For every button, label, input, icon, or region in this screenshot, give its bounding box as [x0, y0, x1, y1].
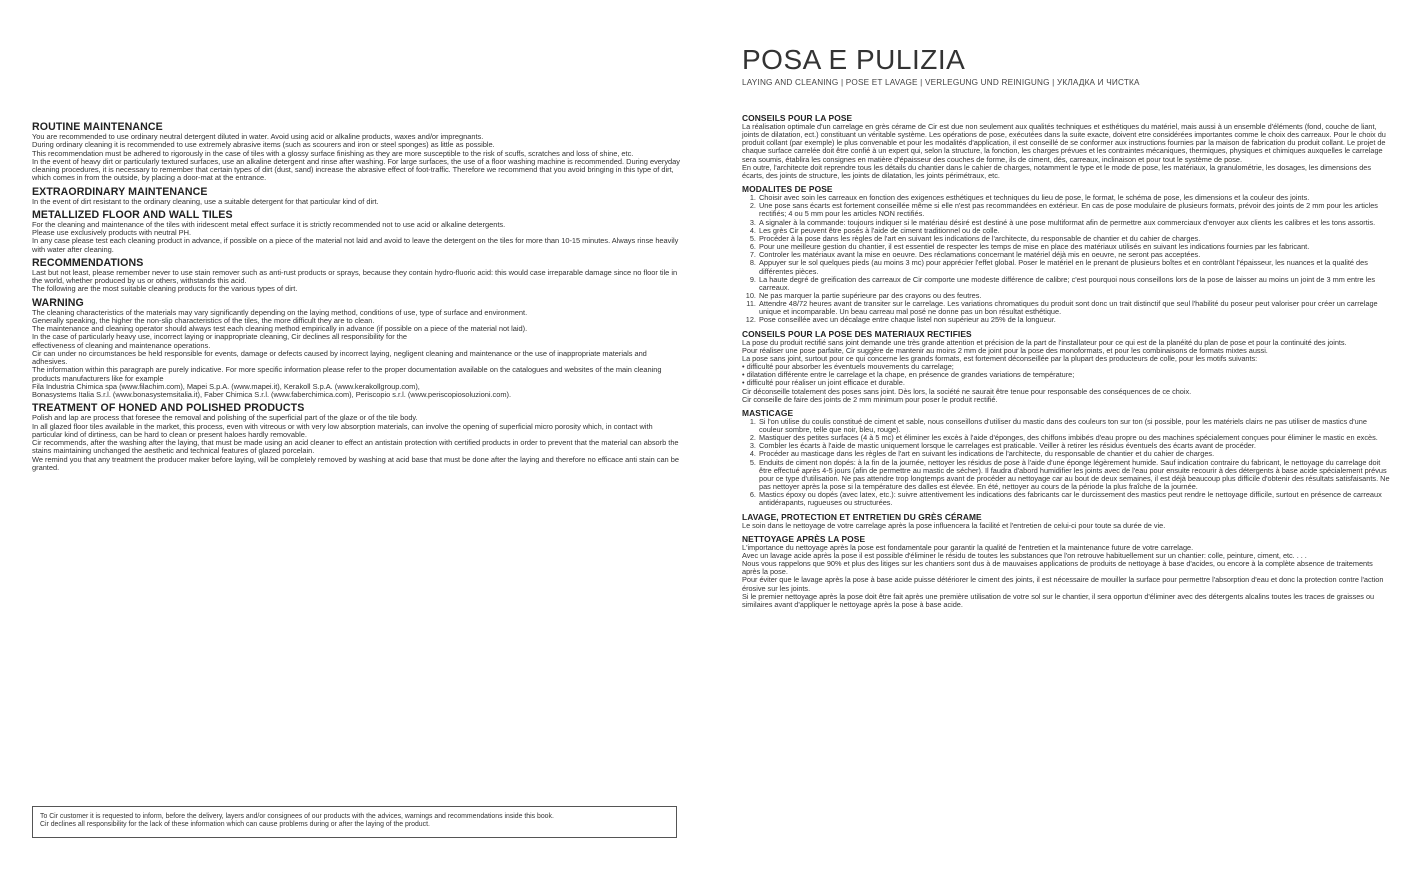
section	[32, 298, 680, 400]
section-title: TREATMENT OF HONED AND POLISHED PRODUCTS	[32, 402, 305, 415]
paragraph: In the event of heavy dirt or particularly textured surfaces, use an alkaline detergent and rinse after washing. For large surfaces, the use of a floor washing machine is recommended. During everyday cleaning procedures, it is necessary to remember that certain types of dirt (dust, sand) increase the abrasive effect of foot-traffic. Therefore we recommend that you avoid bringing in this type of dirt, which comes in from the outside, by placing a door-mat at the entrance.	[32, 156, 680, 183]
section-title: LAVAGE, PROTECTION ET ENTRETIEN DU GRÈS CÉRAME	[742, 511, 982, 522]
section	[32, 403, 680, 472]
section-title: CONSEILS POUR LA POSE DES MATERIAUX RECTIFIES	[742, 328, 972, 339]
numbered-list	[742, 194, 1392, 325]
section	[742, 329, 1392, 404]
section-title: WARNING	[32, 296, 84, 309]
list-item: 4. Procéder au masticage dans les règles de l'art en suivant les indications de l'architecte, du responsable de chantier et du cahier de charges.	[758, 450, 1392, 458]
english-maintenance-column	[32, 122, 680, 476]
french-laying-column	[742, 113, 1392, 613]
paragraph: La réalisation optimale d'un carrelage en grès cérame de Cir est due non seulement aux qualités techniques et esthétiques du matériel, mais aussi à un ensemble d'éléments (fond, couche de liant, joints de dilatation, ect.) constituant un véritable système. Les opérations de pose, exécutées dans la suite exacte, doivent etre considérées importantes comme le choix des carreaux. Pour le choix du produit collant (par exemple) le plus convenable et pour les modalités d'application, il est conseillé de se conformer aux instructions fournies par la maison de fabrication du produit collant. Le projet de chaque surface carrelée doit être confié à un expert qui, selon la structure, la fonction, les charges prévues et les contraintes mécaniques, thermiques, physiques et chimiques auxquelles le carrelage sera soumis, établira les consignes en matière d'épaisseur des couches de forme, ils de ciment, dés, carreaux, inclinaison et pour tout le système de pose.	[742, 122, 1386, 164]
customer-notice-box	[32, 806, 677, 838]
paragraph: effectiveness of cleaning and maintenance operations.	[32, 340, 211, 350]
paragraph: En outre, l'architecte doit reprendre tous les détails du chantier dans le cahier de charges, notamment le type et le mode de pose, les matériaux, la granulométrie, les dosages, les dimensions des écarts, des joints de structure, les joints de dilatation, les joints périmétraux, etc.	[742, 162, 1371, 180]
paragraph: In the case of particularly heavy use, incorrect laying or inappropriate cleaning, Cir declines all responsibility for the	[32, 332, 407, 342]
paragraph: In the event of dirt resistant to the ordinary cleaning, use a suitable detergent for that particular kind of dirt.	[32, 196, 379, 206]
paragraph: The maintenance and cleaning operator should always test each cleaning method empirically in advance (if possible on a piece of the material not laid).	[32, 324, 528, 333]
section	[742, 534, 1392, 609]
list-item: 1. Choisir avec soin les carreaux en fonction des exigences esthétiques et techniques du lieu de pose, le format, le schéma de pose, les dimensions et la couleur des joints.	[758, 194, 1392, 202]
paragraph: Fila Industria Chimica spa (www.filachim.com), Mapei S.p.A. (www.mapei.it), Kerakoll S.p.A. (www.kerakollgroup.com),	[32, 381, 420, 391]
notice-line: Cir declines all responsibility for the lack of these information which can cause problems during or after the laying of the product.	[40, 820, 430, 828]
page-subtitle: LAYING AND CLEANING | POSE ET LAVAGE | VERLEGUNG UND REINIGUNG | УКЛАДКА И ЧИСТКА	[742, 78, 1140, 87]
paragraph: The information within this paragraph are purely indicative. For more specific information please refer to the proper documentation available on the catalogues and websites of the main cleaning products manufacturers like for example	[32, 365, 662, 383]
list-item: 6. Mastics époxy ou dopés (avec latex, etc.): suivre attentivement les indications des fabricants car le durcissement des mastics peut rendre le nettoyage difficile, surtout en présence de carreaux antidérapants, rugueuses ou structurées.	[758, 491, 1392, 507]
paragraph: La pose du produit rectifié sans joint demande une très grande attention et précision de la part de l'installateur pour ce qui est de la planéité du plan de pose et pour la continuité des joints.	[742, 337, 1347, 347]
section-title: ROUTINE MAINTENANCE	[32, 121, 163, 133]
paragraph: Bonasystems Italia S.r.l. (www.bonasystemsitalia.it), Faber Chimica S.r.l. (www.faberchimica.com), Periscopio s.r.l. (www.periscopiosoluzioni.com).	[32, 390, 511, 399]
section	[742, 408, 1392, 508]
notice-line: To Cir customer it is requested to inform, before the delivery, layers and/or consignees of our products with the advices, warnings and recommendations inside this book.	[40, 813, 554, 820]
section-title: MASTICAGE	[742, 407, 794, 418]
list-item: 8. Appuyer sur le sol quelques pieds (au moins 3 mc) pour apprécier l'effet global. Poser le matériel en le prenant de plusieurs boîtes et en contrôlant l'épaisseur, les nuances et la qualité des différentes pièces.	[758, 259, 1392, 275]
list-item: 1. Si l'on utilise du coulis constitué de ciment et sable, nous conseillons d'utiliser du mastic dans des couleurs ton sur ton (si possible, pour les matériels clairs ne pas utiliser de mastics d'une couleur sombre, telle que noir, bleu, rouge).	[758, 418, 1392, 434]
section-title: CONSEILS POUR LA POSE	[742, 113, 853, 123]
paragraph: Cir conseille de faire des joints de 2 mm minimum pour poser le produit rectifié.	[742, 394, 998, 404]
section	[32, 187, 680, 206]
list-item: 11. Attendre 48/72 heures avant de transiter sur le carrelage. Les variations chromatiques du produit sont donc un trait distinctif que seul l'habilité du poseur peut valoriser pour créer un carrelage unique et incomparable. Un beau carreau mal posé ne donne pas un bon résultat esthétique.	[758, 300, 1392, 316]
section	[742, 512, 1392, 530]
section	[742, 113, 1392, 180]
section-title: RECOMMENDATIONS	[32, 256, 144, 269]
paragraph: Pour réaliser une pose parfaite, Cir suggère de mantenir au moins 2 mm de joint pour la pose des monoformats, et pour les combinaisons de formats mixtes aussi.	[742, 345, 1268, 355]
list-item: 3. A signaler à la commande: toujours indiquer si le matériau désiré est destiné à une pose multiformat afin de permettre aux commerciaux d'envoyer aux clients les calibres et les tons assortis.	[758, 219, 1392, 227]
list-item: 12. Pose conseillée avec un décalage entre chaque listel non supérieur au 25% de la longueur.	[758, 316, 1392, 324]
paragraph: Polish and lap are process that foresee the removal and polishing of the superficial part of the glaze or of the tile body.	[32, 413, 418, 423]
paragraph: Si le premier nettoyage après la pose doit être fait après une première utilisation de votre sol sur le chantier, il sera opportun d'éliminer avec des détergents alcalins toutes les traces de graisses ou similaires avant d'appliquer le nettoyage après la pose à base acide.	[742, 591, 1375, 609]
list-item: 10. Ne pas marquer la partie supérieure par des crayons ou des feutres.	[758, 292, 1392, 300]
paragraph: The following are the most suitable cleaning products for the various types of dirt.	[32, 284, 298, 294]
right-page	[710, 0, 1420, 872]
paragraph: The cleaning characteristics of the materials may vary significantly depending on the laying method, conditions of use, type of surface and environment.	[32, 307, 528, 317]
paragraph: Please use exclusively products with neutral PH.	[32, 228, 192, 237]
paragraph: For the cleaning and maintenance of the tiles with iridescent metal effect surface it is strictly recommended not to use acid or alkaline detergents.	[32, 219, 506, 229]
paragraph: Cir can under no circumstances be held responsible for events, damage or defects caused by incorrect laying, negligent cleaning and maintenance or the use of inappropriate materials and adhesives.	[32, 348, 647, 366]
paragraph: This recommendation must be adhered to rigorously in the case of tiles with a glossy surface finishing as they are more susceptible to the risk of scuffs, scratches and loss of shine, etc.	[32, 148, 634, 158]
list-item: 4. Les grès Cir peuvent être posés à l'aide de ciment traditionnel ou de colle.	[758, 227, 1392, 235]
bullet-item: • difficulté pour réaliser un joint efficace et durable.	[742, 379, 1392, 387]
paragraph: In any case please test each cleaning product in advance, if possible on a piece of the material not laid and avoid to leave the detergent on the tiles for more than 10-15 minutes. Always rinse heavily with water after cleaning.	[32, 236, 679, 254]
numbered-list	[742, 418, 1392, 508]
list-item: 2. Une pose sans écarts est fortement conseillée même si elle n'est pas recommandées en extérieur. En cas de pose modulaire de plusieurs formats, prévoir des joints de 2 mm pour les articles rectifiés; 4 ou 5 mm pour les articles NON rectifiés.	[758, 202, 1392, 218]
list-item: 7. Controler les matériaux avant la mise en oeuvre. Des réclamations concernant le matériel déjà mis en oeuvre, ne seront pas acceptées.	[758, 251, 1392, 259]
section	[742, 184, 1392, 325]
paragraph: Generally speaking, the higher the non-slip characteristics of the tiles, the more difficult they are to clean.	[32, 315, 375, 325]
section-title: METALLIZED FLOOR AND WALL TILES	[32, 208, 233, 221]
paragraph: During ordinary cleaning it is recommended to use extremely abrasive items (such as scourers and iron or steel sponges) as little as possible.	[32, 140, 495, 150]
paragraph: Nous vous rappelons que 90% et plus des litiges sur les chantiers sont dus à de mauvaises applications de produits de nettoyage à base d'acides, ou encore à la complète absence de traitements après la pose.	[742, 559, 1373, 577]
section	[32, 210, 680, 254]
paragraph: L'importance du nettoyage après la pose est fondamentale pour garantir la qualité de l'entretien et la maintenance future de votre carrelage.	[742, 542, 1194, 552]
bullet-item: • difficulté pour absorber les éventuels mouvements du carrelage;	[742, 363, 1392, 371]
list-item: 6. Pour une meilleure gestion du chantier, il est essentiel de respecter les temps de mise en place des matériaux utilisés en suivant les indications fournies par les fabricant.	[758, 243, 1392, 251]
section-title: MODALITES DE POSE	[742, 184, 833, 195]
list-item: 5. Procéder à la pose dans les règles de l'art en suivant les indications de l'architecte, du responsable de chantier et du cahier de charges.	[758, 235, 1392, 243]
section	[32, 258, 680, 294]
paragraph: In all glazed floor tiles available in the market, this process, even with vitreous or with very low absorption materials, can involve the opening of superficial micro porosity which, in contact with particular kind of dirtiness, can be hard to clean or present haloes hardly removable.	[32, 421, 653, 439]
paragraph: Cir recommends, after the washing after the laying, that must be made using an acid cleaner to effect an antistain protection with certified products in order to prevent that the material can absorb the stains maintaining unchanged the aesthetic and technical features of glazed porcelain.	[32, 438, 679, 456]
page-title: POSA E PULIZIA	[742, 44, 966, 75]
bullet-item: • dilatation différente entre le carrelage et la chape, en présence de grandes variations de température;	[742, 371, 1392, 379]
paragraph: You are recommended to use ordinary neutral detergent diluted in water. Avoid using acid or alkaline products, waxes and/or impregnants.	[32, 132, 484, 141]
list-item: 2. Mastiquer des petites surfaces (4 à 5 mc) et éliminer les excès à l'aide d'éponges, des chiffons imbibés d'eau propre ou des machines spécialement conçues pour éliminer le mastic en excès.	[758, 434, 1392, 442]
list-item: 9. La haute degré de greification des carreaux de Cir comporte une modeste différence de calibre; c'est pourquoi nous conseillons lors de la pose de laisser au moins un joint de 3 mm entre les carreaux.	[758, 276, 1392, 292]
paragraph: Le soin dans le nettoyage de votre carrelage après la pose influencera la facilité et l'entretien de celui-ci pour toute sa durée de vie.	[742, 520, 1166, 530]
section-title: NETTOYAGE APRÈS LA POSE	[742, 533, 866, 544]
paragraph: Pour éviter que le lavage après la pose à base acide puisse détériorer le ciment des joints, il est nécessaire de mouiller la surface pour permettre l'absorption d'eau et donc la protection contre l'action érosive sur les joints.	[742, 575, 1384, 593]
section	[32, 122, 680, 183]
paragraph: La pose sans joint, surtout pour ce qui concerne les grands formats, est fortement déconseillée par la plupart des producteurs de colle, pour les motifs suivants:	[742, 353, 1258, 363]
section-title: EXTRAORDINARY MAINTENANCE	[32, 185, 208, 198]
list-item: 3. Combler les écarts à l'aide de mastic uniquement lorsque le carrelages est praticable. Veiller à retirer les résidus éventuels des écarts avant de procéder.	[758, 442, 1392, 450]
list-item: 5. Enduits de ciment non dopés: à la fin de la journée, nettoyer les résidus de pose à l'aide d'une éponge légèrement humide. Sauf indication contraire du fabricant, le nettoyage du carrelage doit être effectué après 4-5 jours (afin de permettre au mastic de sécher). Il faudra d'abord humidifier les joints avec de l'eau pour ensuite recourir à des détergents à base acide spécialement prévus pour ce type d'utilisation. Ne pas attendre trop longtemps avant de procéder au nettoyage car au bout de deux semaines, il est déjà beaucoup plus difficile d'obtenir des résultats satisfaisants. Ne pas nettoyer après la pose si la température des dalles est élevée. En été, nettoyer au cours de la période la plus fraîche de la journée.	[758, 459, 1392, 492]
paragraph: Last but not least, please remember never to use stain remover such as anti-rust products or sprays, because they contain hydro-fluoric acid: this would case irreparable damage since no floor tile in the world, whether produced by us or others, withstands this acid.	[32, 267, 678, 285]
paragraph: Cir déconseille totalement des poses sans joint. Dès lors, la société ne saurait être tenue pour responsable des conséquences de ce choix.	[742, 386, 1192, 396]
paragraph: Avec un lavage acide après la pose il est possible d'éliminer le résidu de toutes les substances que l'on retrouve habituellement sur un chantier: colle, peinture, ciment, etc. . . .	[742, 550, 1307, 560]
paragraph: We remind you that any treatment the producer maker before laying, will be completely removed by washing at acid base that must be done after the laying and therefore no efficace anti stain can be granted.	[32, 454, 679, 472]
